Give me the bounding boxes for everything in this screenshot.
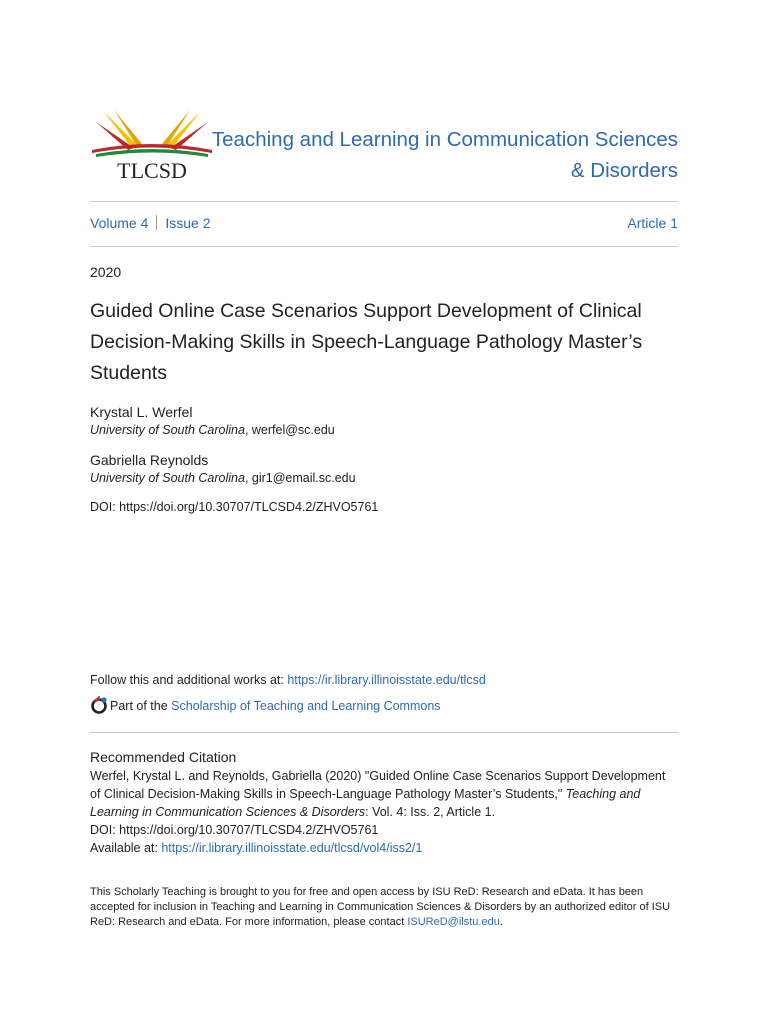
author-block bbox=[90, 403, 335, 439]
access-notice bbox=[90, 885, 678, 930]
author-block bbox=[90, 451, 356, 487]
author-affiliation bbox=[90, 421, 335, 439]
author-institution: University of South Carolina bbox=[90, 471, 245, 485]
available-label: Available at: bbox=[90, 841, 162, 855]
tlcsd-logo-icon bbox=[90, 108, 214, 182]
author-name: Krystal L. Werfel bbox=[90, 404, 193, 420]
part-of-label: Part of the bbox=[110, 699, 172, 713]
article-title: Guided Online Case Scenarios Support Development of Clinical Decision-Making Skills in Speech-Language Pathology Master’s Students bbox=[90, 300, 643, 384]
journal-logo bbox=[90, 108, 214, 182]
divider bbox=[90, 732, 678, 733]
follow-line bbox=[90, 671, 486, 689]
author-affiliation bbox=[90, 469, 356, 487]
article-url-link[interactable]: https://ir.library.illinoisstate.edu/tlcsd/vol4/iss2/1 bbox=[161, 841, 423, 855]
citation-doi: DOI: https://doi.org/10.30707/TLCSD4.2/ZHVO5761 bbox=[90, 823, 379, 837]
publication-year: 2020 bbox=[90, 264, 122, 280]
repository-link[interactable]: https://ir.library.illinoisstate.edu/tlcsd bbox=[287, 673, 486, 687]
volume-link[interactable]: Volume 4 bbox=[90, 215, 149, 231]
journal-title-line2[interactable]: & Disorders bbox=[570, 159, 678, 182]
part-of-line bbox=[90, 696, 441, 716]
logo-text: TLCSD bbox=[117, 158, 187, 182]
author-email: , werfel@sc.edu bbox=[244, 423, 335, 437]
follow-label: Follow this and additional works at: bbox=[90, 673, 288, 687]
journal-title[interactable] bbox=[208, 124, 678, 186]
doi: DOI: https://doi.org/10.30707/TLCSD4.2/ZHVO5761 bbox=[90, 500, 379, 514]
issue-row bbox=[90, 213, 678, 233]
citation-journal: Teaching and Learning in Communication Sciences & Disorders bbox=[90, 787, 641, 819]
journal-title-line1[interactable]: Teaching and Learning in Communication Sciences bbox=[211, 128, 678, 151]
article-link[interactable]: Article 1 bbox=[627, 215, 678, 231]
commons-link[interactable]: Scholarship of Teaching and Learning Commons bbox=[171, 699, 441, 713]
notice-end: . bbox=[499, 916, 503, 928]
author-institution: University of South Carolina bbox=[90, 423, 245, 437]
citation-text: Werfel, Krystal L. and Reynolds, Gabriella (2020) "Guided Online Case Scenarios Support Development of Clinical Decision-Making Skills in Speech-Language Pathology Master’s Students," bbox=[90, 769, 666, 801]
citation-volume: : Vol. 4: Iss. 2, Article 1. bbox=[365, 805, 496, 819]
issue-link[interactable]: Issue 2 bbox=[165, 215, 211, 231]
open-access-icon bbox=[90, 696, 108, 714]
divider bbox=[90, 201, 678, 202]
divider bbox=[90, 246, 678, 247]
author-email: , gir1@email.sc.edu bbox=[244, 471, 356, 485]
author-name: Gabriella Reynolds bbox=[90, 452, 209, 468]
citation-body bbox=[90, 767, 678, 857]
cover-page bbox=[90, 0, 678, 1024]
notice-text: This Scholarly Teaching is brought to you for free and open access by ISU ReD: Research and eData. It has been accepted for inclusion in Teaching and Learning in Communication Sciences & Disorders by an authorized editor of ISU ReD: Research and eData. For more information, please contact bbox=[90, 886, 671, 928]
citation-heading: Recommended Citation bbox=[90, 749, 237, 765]
contact-email-link[interactable]: ISUReD@ilstu.edu bbox=[407, 916, 500, 928]
separator bbox=[156, 215, 157, 230]
